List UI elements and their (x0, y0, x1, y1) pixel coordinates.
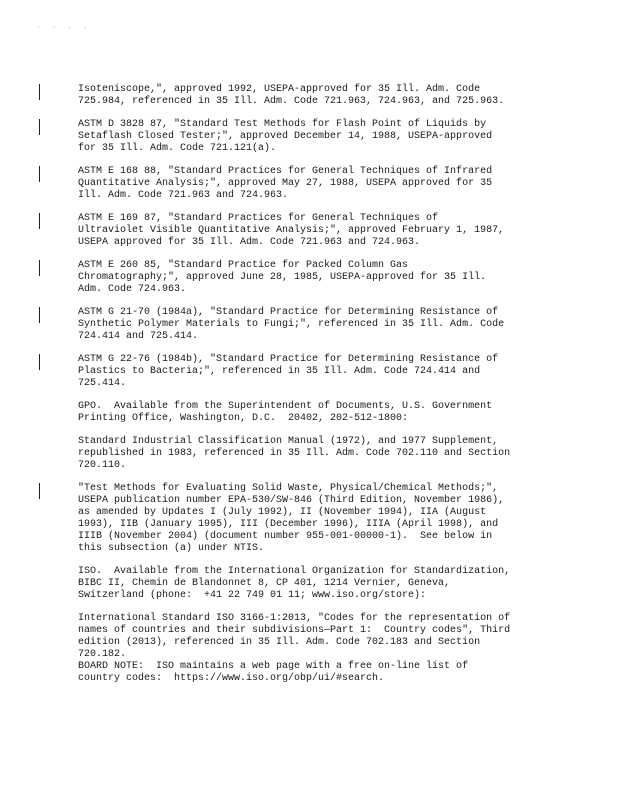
paragraph-iso-3166 (78, 613, 546, 661)
text-line: Isoteniscope,", approved 1992, USEPA-approved for 35 Ill. Adm. Code (78, 84, 481, 95)
revision-change-bar (39, 213, 40, 229)
paragraph-astm-g-21 (78, 307, 546, 343)
paragraph-sic-manual (78, 436, 546, 472)
text-line: ASTM G 21-70 (1984a), "Standard Practice for Determining Resistance of (78, 307, 499, 318)
text-line: Switzerland (phone: +41 22 749 01 11; www.iso.org/store): (78, 590, 427, 601)
revision-change-bar (39, 260, 40, 276)
text-line: ASTM E 168 88, "Standard Practices for General Techniques of Infrared (78, 166, 493, 177)
text-line: GPO. Available from the Superintendent of Documents, U.S. Government (78, 401, 493, 412)
text-line: 720.182. (78, 649, 127, 660)
text-line: IIIB (November 2004) (document number 955-001-00000-1). See below in (78, 531, 493, 542)
text-line: edition (2013), referenced in 35 Ill. Adm. Code 702.183 and Section (78, 637, 481, 648)
text-line: ASTM E 169 87, "Standard Practices for General Techniques of (78, 213, 439, 224)
text-line: ASTM E 260 85, "Standard Practice for Packed Column Gas (78, 260, 409, 271)
text-line: "Test Methods for Evaluating Solid Waste, Physical/Chemical Methods;", (78, 483, 499, 494)
text-line: 725.414. (78, 378, 127, 389)
paragraph-astm-e-260 (78, 260, 546, 296)
text-line: 725.984, referenced in 35 Ill. Adm. Code 721.963, 724.963, and 725.963. (78, 96, 505, 107)
text-line: Printing Office, Washington, D.C. 20402, 202-512-1800: (78, 413, 409, 424)
revision-change-bar (39, 84, 40, 100)
text-line: Setaflash Closed Tester;", approved December 14, 1988, USEPA-approved (78, 131, 493, 142)
text-line: Ill. Adm. Code 721.963 and 724.963. (78, 190, 289, 201)
paragraph-astm-g-22 (78, 354, 546, 390)
text-line: Plastics to Bacteria;", referenced in 35 Ill. Adm. Code 724.414 and (78, 366, 481, 377)
paragraph-astm-e-168 (78, 166, 546, 202)
text-line: USEPA approved for 35 Ill. Adm. Code 721.963 and 724.963. (78, 237, 421, 248)
text-line: ASTM D 3828 87, "Standard Test Methods for Flash Point of Liquids by (78, 119, 487, 130)
text-line: USEPA publication number EPA-530/SW-846 (Third Edition, November 1986), (78, 495, 505, 506)
text-line: 724.414 and 725.414. (78, 331, 199, 342)
text-line: Synthetic Polymer Materials to Fungi;", referenced in 35 Ill. Adm. Code (78, 319, 505, 330)
paragraph-astm-e-169 (78, 213, 546, 249)
revision-change-bar (39, 354, 40, 370)
text-line: Quantitative Analysis;", approved May 27, 1988, USEPA approved for 35 (78, 178, 493, 189)
revision-change-bar (39, 483, 40, 499)
revision-change-bar (39, 166, 40, 182)
text-line: BOARD NOTE: ISO maintains a web page with a free on-line list of (78, 661, 469, 672)
paragraph-sw-846 (78, 483, 546, 555)
revision-change-bar (39, 119, 40, 135)
text-line: country codes: https://www.iso.org/obp/ui/#search. (78, 673, 385, 684)
text-line: this subsection (a) under NTIS. (78, 543, 265, 554)
text-line: republished in 1983, referenced in 35 Ill. Adm. Code 702.110 and Section (78, 448, 511, 459)
revision-change-bar (39, 307, 40, 323)
text-line: Standard Industrial Classification Manual (1972), and 1977 Supplement, (78, 436, 499, 447)
text-line: BIBC II, Chemin de Blandonnet 8, CP 401, 1214 Vernier, Geneva, (78, 578, 451, 589)
text-line: ISO. Available from the International Organization for Standardization, (78, 566, 511, 577)
text-line: for 35 Ill. Adm. Code 721.121(a). (78, 143, 277, 154)
paragraph-gpo (78, 401, 546, 425)
paragraph-iso (78, 566, 546, 602)
text-line: names of countries and their subdivisions—Part 1: Country codes", Third (78, 625, 511, 636)
text-line: ASTM G 22-76 (1984b), "Standard Practice for Determining Resistance of (78, 354, 499, 365)
document-body (78, 84, 546, 685)
paragraph-isoteniscope (78, 84, 546, 108)
text-line: 720.110. (78, 460, 127, 471)
text-line: 1993), IIB (January 1995), III (December 1996), IIIA (April 1998), and (78, 519, 499, 530)
text-line: Adm. Code 724.963. (78, 284, 187, 295)
text-line: Chromatography;", approved June 28, 1985, USEPA-approved for 35 Ill. (78, 272, 487, 283)
text-line: International Standard ISO 3166-1:2013, "Codes for the representation of (78, 613, 511, 624)
page-header-mark: . . . . (36, 22, 91, 31)
paragraph-astm-d-3828 (78, 119, 546, 155)
paragraph-board-note (78, 661, 546, 685)
text-line: as amended by Updates I (July 1992), II (November 1994), IIA (August (78, 507, 487, 518)
text-line: Ultraviolet Visible Quantitative Analysis;", approved February 1, 1987, (78, 225, 505, 236)
